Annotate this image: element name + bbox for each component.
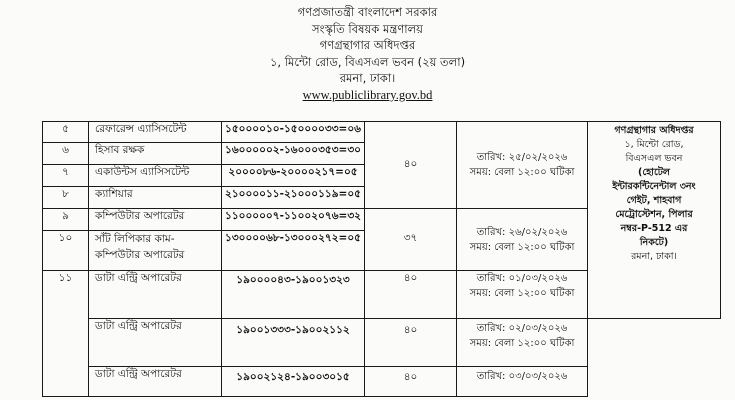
serial-cell: ১০ — [43, 231, 89, 271]
table-row — [43, 367, 721, 397]
venue-line: গেইট, শাহবাগ — [626, 195, 682, 206]
roll-range-cell: ২০০০০৮৬-২০০০০২১৭=০৫ — [222, 165, 365, 187]
serial-cell: ৮ — [43, 187, 89, 209]
exam-datetime-cell — [457, 319, 588, 367]
candidate-count-cell: ৪০ — [365, 367, 457, 397]
venue-line: নম্বর-P-512 এর — [620, 223, 688, 234]
exam-venue-cell — [588, 122, 721, 319]
serial-cell: ৫ — [43, 122, 89, 143]
header-address: ১, মিন্টো রোড, বিএসএল ভবন (২য় তলা) — [269, 54, 466, 69]
exam-datetime-cell — [457, 209, 588, 271]
roll-range-cell: ১৩০০০০৬৮-১৩০০০২৭২=০৫ — [222, 231, 365, 271]
post-name-cell: একাউন্টস এ্যাসিসটেন্ট — [89, 165, 222, 187]
exam-time: সময়: বেলা ১২:০০ ঘটিকা — [469, 167, 575, 178]
table-row — [43, 319, 721, 367]
header-city: রমনা, ঢাকা। — [339, 71, 396, 86]
post-name-cell: হিসাব রক্ষক — [89, 143, 222, 165]
venue-line: ১, মিন্টো রোড, — [624, 139, 684, 150]
exam-date: তারিখ: ০১/০৩/২০২৬ — [476, 273, 568, 284]
roll-range-cell: ১৯০০২১২৪-১৯০০৩০১৫ — [222, 367, 365, 397]
serial-cell: ৯ — [43, 209, 89, 231]
header-ministry: সংস্কৃতি বিষয়ক মন্ত্রণালয় — [312, 21, 423, 36]
roll-range-cell: ১৬০০০০০২-১৬০০০৩৫৩=৩০ — [222, 143, 365, 165]
exam-time: সময়: বেলা ১২:০০ ঘটিকা — [469, 241, 575, 253]
exam-datetime-cell — [457, 271, 588, 319]
post-name-cell: ডাটা এন্ট্রি অপারেটর — [89, 319, 222, 367]
exam-datetime-cell — [457, 122, 588, 209]
header-department: গণগ্রন্থাগার অধিদপ্তর — [319, 38, 416, 53]
exam-date: তারিখ: ২৬/০২/২০২৬ — [476, 226, 568, 238]
exam-time: সময়: বেলা ১২:০০ ঘটিকা — [469, 338, 575, 349]
post-name-cell: রেফারেন্স এ্যাসিসটেন্ট — [89, 122, 222, 143]
venue-title: গণগ্রন্থাগার অধিদপ্তর — [614, 125, 694, 136]
empty-cell — [588, 319, 721, 367]
candidate-count-cell: ৩৭ — [365, 209, 457, 271]
venue-line: ইন্টারকন্টিনেন্টাল ৩নং — [612, 181, 696, 192]
candidate-count-cell: ৪০ — [365, 271, 457, 319]
roll-range-cell: ১৯০০০০৪৩-১৯০০১৩২৩ — [222, 271, 365, 319]
exam-date: তারিখ: ২৫/০২/২০২৬ — [476, 152, 568, 163]
post-name-cell: কম্পিউটার অপারেটর — [89, 209, 222, 231]
venue-line: রমনা, ঢাকা। — [631, 251, 677, 262]
venue-line: (হোটেল — [638, 167, 671, 178]
roll-range-cell: ১৫০০০০১০-১৫০০০০৩৩=০৬ — [222, 122, 365, 143]
header-website-link[interactable]: www.publiclibrary.gov.bd — [302, 87, 433, 102]
candidate-count-cell: ৪০ — [365, 319, 457, 367]
serial-cell: ৬ — [43, 143, 89, 165]
exam-date: তারিখ: ০৩/০৩/২০২৬ — [476, 371, 568, 382]
venue-line: নিকটে) — [639, 237, 669, 248]
header-government: গণপ্রজাতন্ত্রী বাংলাদেশ সরকার — [297, 5, 438, 19]
venue-line: মেট্রোস্টেশন, পিলার — [615, 209, 693, 220]
serial-cell: ৭ — [43, 165, 89, 187]
roll-range-cell: ২১০০০০১১-২১০০০১১৯=০৫ — [222, 187, 365, 209]
exam-time: সময়: বেলা ১২:০০ ঘটিকা — [469, 288, 575, 299]
post-name-cell: ডাটা এন্ট্রি অপারেটর — [89, 271, 222, 319]
empty-cell — [588, 367, 721, 397]
post-name-cell: ডাটা এন্ট্রি অপারেটর — [89, 367, 222, 397]
exam-datetime-cell — [457, 367, 588, 397]
exam-schedule-table — [42, 121, 721, 397]
exam-date: তারিখ: ০২/০৩/২০২৬ — [476, 323, 568, 334]
candidate-count-cell: ৪০ — [365, 122, 457, 209]
post-name-cell: ক্যাশিয়ার — [89, 187, 222, 209]
document-header — [0, 4, 735, 104]
roll-range-cell: ১১০০০০০৭-১১০০২০৭৬=৩২ — [222, 209, 365, 231]
post-name-cell: সাঁট লিপিকার কাম-কম্পিউটার অপারেটর — [89, 231, 222, 271]
serial-cell: ১১ — [43, 271, 89, 397]
venue-line: বিএসএল ভবন — [625, 153, 683, 164]
roll-range-cell: ১৯০০১৩৩৩-১৯০০২১১২ — [222, 319, 365, 367]
table-row — [43, 122, 721, 143]
